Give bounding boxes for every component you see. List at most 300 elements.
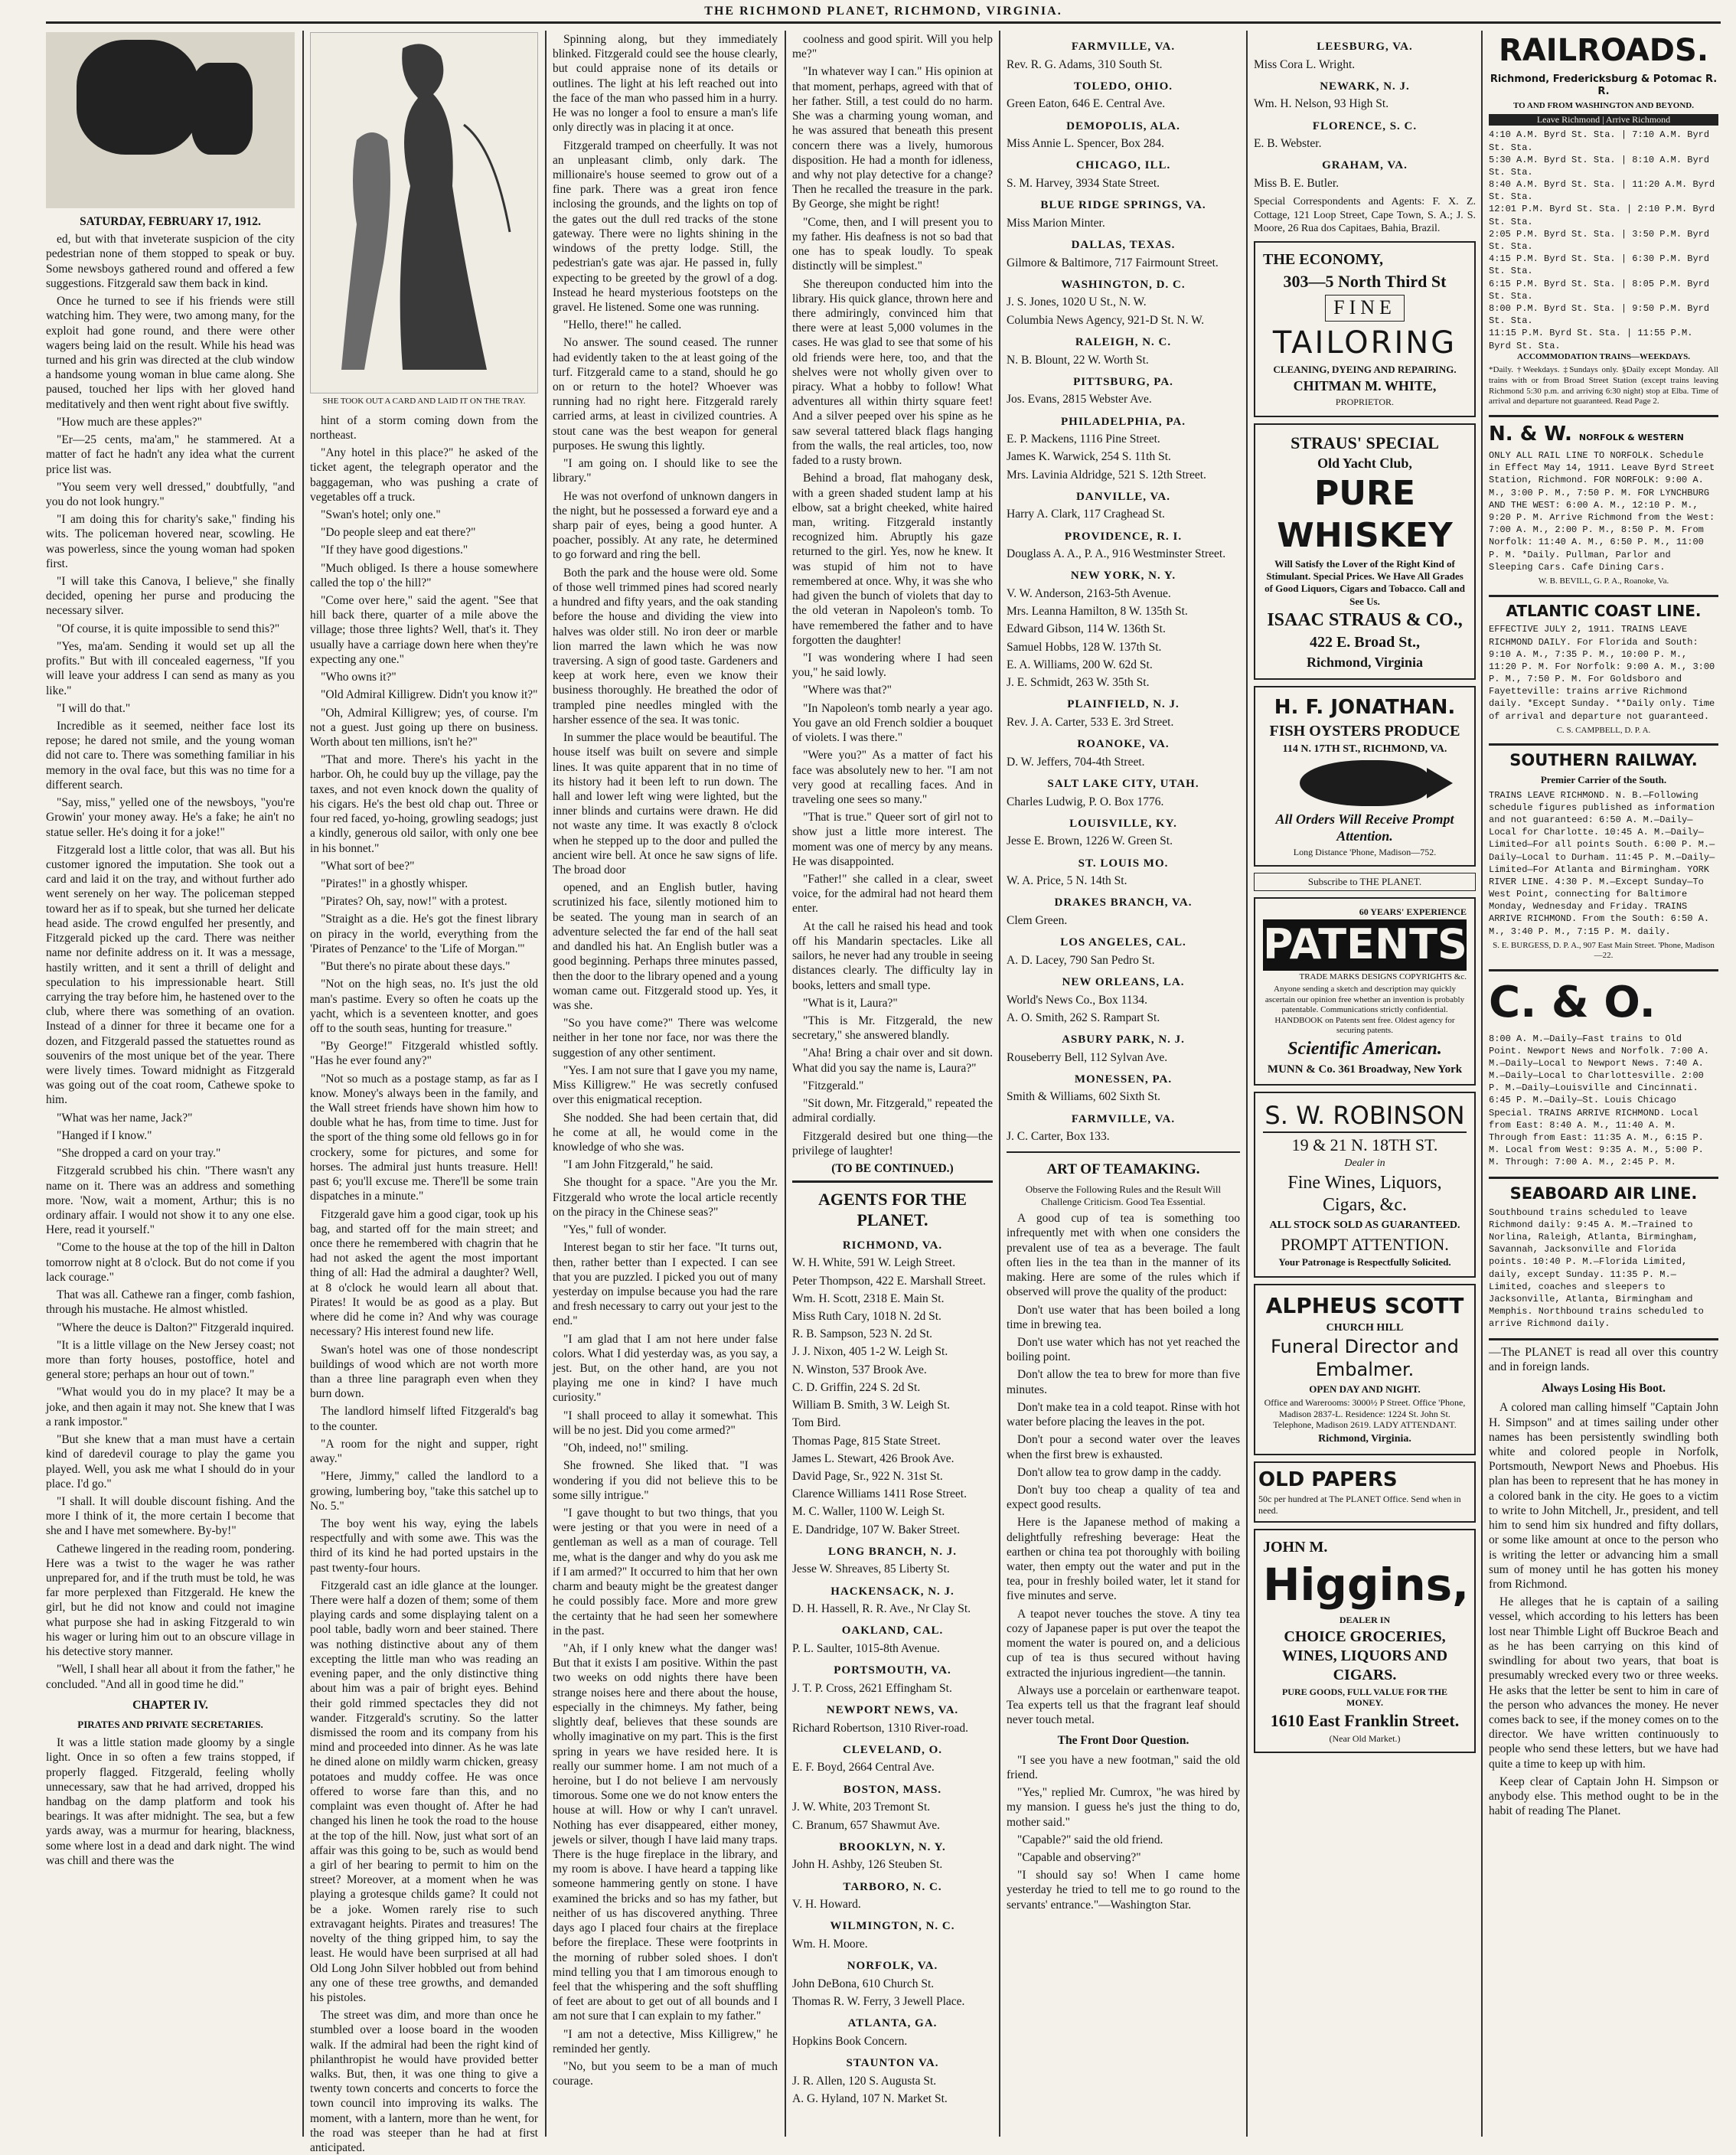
nw-signature: W. B. BEVILL, G. P. A., Roanoke, Va. [1538, 576, 1669, 586]
agent-city: CLEVELAND, O. [842, 1743, 943, 1756]
agent-entry: W. H. White, 591 W. Leigh Street. [792, 1256, 956, 1270]
higgins-first: JOHN M. [1263, 1538, 1328, 1556]
agent-city: DRAKES BRANCH, VA. [1054, 896, 1193, 909]
paragraph: "Not on the high seas, no. It's just the old man's pastime. Every so often he coats up the yacht, which is a seventeen knotter, and goes off to the south seas, hunting for treasure." [310, 978, 538, 1035]
agent-entry: James L. Stewart, 426 Brook Ave. [792, 1451, 954, 1465]
rfp-row: 8:00 P.M. Byrd St. Sta. | 9:50 P.M. Byrd St. Sta. [1489, 302, 1710, 327]
agent-city: NEWPORT NEWS, VA. [826, 1704, 959, 1717]
agent-entry: M. C. Waller, 1100 W. Leigh St. [792, 1505, 945, 1519]
agent-city: LOUISVILLE, KY. [1069, 817, 1177, 830]
paragraph: "Swan's hotel; only one." [321, 508, 441, 521]
agent-entry: J. C. Carter, Box 133. [1007, 1130, 1110, 1144]
agent-entry: R. B. Sampson, 523 N. 2d St. [792, 1327, 933, 1341]
paragraph: Behind a broad, flat mahogany desk, with a green shaded student lamp at his elbow, sat a bright cheeked, white haired man, writing. Fitzgerald instantly recognized him. Abruptly his gaze returned to the girl. Yes, now he knew. It was stupid of him not to have remembered at once. Why, it was she who had given the bunch of violets that day to the old veteran in Napoleon's tomb. To have remembered the father and to have forgotten the daughter! [792, 472, 993, 647]
front-door-text [1007, 1753, 1240, 1912]
higgins-pure: PURE GOODS, FULL VALUE FOR THE MONEY. [1281, 1686, 1448, 1709]
agent-entry: A. D. Lacey, 790 San Pedro St. [1007, 953, 1155, 967]
agent-entry: John DeBona, 610 Church St. [792, 1977, 935, 1990]
agent-city: PORTSMOUTH, VA. [834, 1664, 951, 1677]
paragraph: "This is Mr. Fitzgerald, the new secretary," she answered blandly. [792, 1014, 993, 1043]
rfp-row: 4:15 P.M. Byrd St. Sta. | 6:30 P.M. Byrd St. Sta. [1489, 253, 1710, 277]
paragraph: "That and more. There's his yacht in the harbor. Oh, he could buy up the village, pay the taxes, and not even knock down the quality of his cigars. He's the best old chap out. Three or four red faced, yo-hoing, growling seadogs; just a kindly, generous old sailor, with only one bee in his bonnet." [310, 753, 538, 855]
straus-title: STRAUS' SPECIAL [1291, 433, 1439, 452]
rfp-row: 12:01 P.M. Byrd St. Sta. | 2:10 P.M. Byrd St. Sta. [1489, 204, 1715, 227]
patents-munn: MUNN & Co. 361 Broadway, New York [1267, 1063, 1463, 1076]
paragraph: "I will take this Canova, I believe," she finally decided, opening her purse and producing the necessary silver. [46, 575, 295, 618]
paragraph: "I shall. It will double discount fishing. And the more I think of it, the more certain I become that she and I have met somewhere. By-by!" [46, 1494, 295, 1538]
paragraph: She frowned. She liked that. "I was wondering if you did not believe this to be some silly intrigue." [553, 1459, 778, 1502]
agent-entry: S. M. Harvey, 3934 State Street. [1007, 177, 1160, 191]
chapter-subtitle: PIRATES AND PRIVATE SECRETARIES. [77, 1719, 263, 1730]
paragraph: Both the park and the house were old. Some of those well trimmed pines had scored nearly a hundred and fifty years, and the oak standing before the house and dividing the view into halves was older still. No iron deer or marble lion marred the lawn which he was now traversing. A sign of good taste. Gardeners and keep at work here, even we know their business thoroughly. He breathed the odor of trampled pine needles mingled with the harsher essence of the sea. It was tonic. [553, 566, 778, 726]
teamaking-paragraph: Don't allow tea to grow damp in the caddy. [1017, 1465, 1222, 1479]
agent-city: FARMVILLE, VA. [1071, 1112, 1176, 1125]
teamaking-paragraph: Here is the Japanese method of making a delightfully refreshing beverage: Heat the earthen or china tea pot thoroughly with boiling water, then empty out the water and put in the tea, pour in freshly boiled water, let it stand for five minutes and serve. [1007, 1516, 1240, 1603]
paragraph: Fitzgerald cast an idle glance at the lounger. There were half a dozen of them; some of them playing cards and some displaying talent on a pool table, badly worn and beer stained. There was nothing distinctive about any of them excepting the little man who was reading an evening paper, and the only distinctive thing about him was a pair of bright eyes. Behind their gold rimmed spectacles they did not wander. Fitzgerald's scrutiny. So the latter dismissed the room and its company from his mind and proceeded into dinner. As he was late he dined alone on mildly warm chicken, greasy potatoes and muddy coffee. He was once offered to worse fare than this, and no complaint was even thought of. After he had changed his linen he took the road to the house at the top of the hill. Now, just what sort of an affair was this going to be, such as would bend a girl of her bearing to permit to him on the street? Moreover, at a moment when he was playing a grotesque childs game? It could not be a joke. Women rarely rise to such extravagant heights. Pirates and treasures! The novelty of the thing gripped him, to say the least. He would have been surprised at all had Old Long John Silver hobbled out from behind any one of these tree growths, and demanded his pistoles. [310, 1579, 538, 2004]
agent-city: TARBORO, N. C. [843, 1880, 942, 1893]
economy-ad [1254, 241, 1476, 416]
paragraph: "Where the deuce is Dalton?" Fitzgerald inquired. [57, 1321, 295, 1334]
teamaking-paragraph: A teapot never touches the stove. A tiny tea cozy of Japanese paper is put over the teapot the moment the water is poured on, and a delicious cup of tea is thus secured without having extracted the injurious ingredient—the tannin. [1007, 1607, 1240, 1680]
paragraph: "I am not a detective, Miss Killigrew," he reminded her gently. [553, 2027, 778, 2055]
agent-entry: Miss Marion Minter. [1007, 216, 1105, 230]
agent-entry: Jesse E. Brown, 1226 W. Green St. [1007, 834, 1173, 848]
paragraph: "Say, miss," yelled one of the newsboys, "you're Growin' your money away. He's a fake; he ain't no statue seller. He's doing it for a joke!" [46, 796, 295, 839]
acl-signature: C. S. CAMPBELL, D. P. A. [1556, 725, 1651, 735]
agent-entry: Jos. Evans, 2815 Webster Ave. [1007, 393, 1152, 407]
robinson-patron: Your Patronage is Respectfully Solicited. [1278, 1255, 1451, 1268]
paragraph: "Yes, ma'am. Sending it would set up all the profits." But with ill concealed eagerness, "If you will leave your address I can send as many as you like." [46, 639, 295, 697]
agent-city: LONG BRANCH, N. J. [827, 1545, 957, 1558]
agent-entry: Douglass A. A., P. A., 916 Westminster Street. [1007, 547, 1226, 561]
jonathan-ad [1254, 686, 1476, 867]
straus-city: Richmond, Virginia [1306, 655, 1424, 671]
agent-city: OAKLAND, CAL. [841, 1624, 944, 1637]
higgins-ad [1254, 1529, 1476, 1754]
agent-entry: D. H. Hassell, R. R. Ave., Nr Clay St. [792, 1602, 971, 1616]
paragraph: "In Napoleon's tomb nearly a year ago. You gave an old French soldier a bouquet of violets. I was there." [792, 701, 993, 745]
railroads-title: RAILROADS. [1498, 33, 1709, 68]
agent-entry: D. W. Jeffers, 704-4th Street. [1007, 755, 1145, 769]
agent-entry: E. P. Mackens, 1116 Pine Street. [1007, 433, 1160, 446]
agent-city: BROOKLYN, N. Y. [839, 1840, 946, 1853]
agent-entry: Hopkins Book Concern. [792, 2034, 908, 2048]
agent-city: CHICAGO, ILL. [1075, 159, 1171, 172]
column-3 [553, 32, 778, 2137]
patents-years: 60 YEARS' EXPERIENCE [1359, 906, 1467, 918]
agent-city: PHILADELPHIA, PA. [1061, 415, 1186, 428]
paragraph: "Sit down, Mr. Fitzgerald," repeated the admiral cordially. [792, 1097, 993, 1125]
column-rule [1246, 31, 1248, 2137]
agent-entry: Columbia News Agency, 921-D St. N. W. [1007, 313, 1205, 327]
paragraph: "She dropped a card on your tray." [57, 1147, 221, 1161]
paragraph: "What was her name, Jack?" [57, 1111, 193, 1125]
paragraph: "Er—25 cents, ma'am," he stammered. At a matter of fact he hadn't any idea what the current price list was. [46, 433, 295, 476]
paragraph: hint of a storm coming down from the northeast. [310, 413, 538, 442]
agent-entry: World's News Co., Box 1134. [1007, 993, 1147, 1007]
agent-entry: Wm. H. Nelson, 93 High St. [1254, 97, 1389, 111]
agent-city: PLAINFIELD, N. J. [1067, 698, 1180, 711]
robinson-goods: Fine Wines, Liquors, Cigars, &c. [1287, 1172, 1442, 1216]
column-rule [302, 31, 304, 2137]
jonathan-address: 114 N. 17TH ST., RICHMOND, VA. [1282, 743, 1447, 755]
teamaking-paragraph: Don't use water which has not yet reached the boiling point. [1007, 1335, 1240, 1364]
paragraph: "That is true." Queer sort of girl not to show just a little more interest. The moment was one of mercy by any means. He was disappointed. [792, 811, 993, 868]
paragraph: "I am John Fitzgerald," he said. [563, 1158, 713, 1172]
agent-entry: Clarence Williams 1411 Rose Street. [792, 1487, 967, 1501]
agent-entry: John H. Ashby, 126 Steuben St. [792, 1858, 943, 1872]
teamaking-paragraph: Don't allow the tea to brew for more than five minutes. [1007, 1368, 1240, 1396]
economy-proprietor: CHITMAN M. WHITE, [1293, 378, 1437, 394]
paragraph: Fitzgerald gave him a good cigar, took up his bag, and started off for the main street; and once there he remembered with chagrin that he had not asked the agent the most important thing of all: Had the admiral a daughter? Well, at 8 o'clock he would learn all about that. Pirates! It would be as good as a play. But where did he come in? And why was courage necessary? His interest found new life. [310, 1207, 538, 1339]
economy-role: PROPRIETOR. [1335, 396, 1395, 407]
teamaking-paragraph: Always use a porcelain or earthenware teapot. Tea experts tell us that the fragrant leaf should never touch metal. [1007, 1683, 1240, 1727]
nw-schedule [1489, 415, 1718, 587]
seaboard-title: SEABOARD AIR LINE. [1509, 1184, 1698, 1203]
southern-schedule [1489, 743, 1718, 962]
paragraph: "Come to the house at the top of the hill in Dalton tomorrow night at 8 o'clock. But do not come if you lack courage." [46, 1241, 295, 1284]
robinson-address: 19 & 21 N. 18TH ST. [1291, 1135, 1438, 1155]
story-text [792, 32, 993, 1158]
agent-city: BLUE RIDGE SPRINGS, VA. [1040, 199, 1206, 212]
robinson-prompt: PROMPT ATTENTION. [1281, 1234, 1449, 1254]
paragraph: At the call he raised his head and took off his Mandarin spectacles. Like all sailors, he never had any trouble in seeing distances clearly. The difficulty lay in books, letters and small type. [792, 919, 993, 992]
column-rule [1481, 31, 1483, 2137]
column-2 [310, 32, 538, 2155]
column-rule [545, 31, 547, 2137]
higgins-address: 1610 East Franklin Street. [1270, 1711, 1460, 1731]
paragraph: "I shall proceed to allay it somewhat. This will be no jest. Did you come armed?" [553, 1409, 778, 1437]
economy-address: 303—5 North Third St [1283, 272, 1447, 292]
rfp-column-headers: Leave Richmond | Arrive Richmond [1489, 114, 1718, 126]
agent-city: ROANOKE, VA. [1077, 738, 1170, 751]
teamaking-subheading: Observe the Following Rules and the Result Will Challenge Criticism. Good Tea Essential. [1025, 1184, 1222, 1208]
scott-city: Richmond, Virginia. [1318, 1433, 1411, 1445]
straus-ad [1254, 423, 1476, 681]
economy-fine: FINE [1325, 295, 1405, 321]
paragraph: "Straight as a die. He's got the finest library on piracy in the world, everything from the 'Pirates of Penzance' to the 'Life of Morgan.'" [310, 913, 538, 955]
old-papers-title: OLD PAPERS [1258, 1468, 1398, 1491]
agent-entry: Rev. J. A. Carter, 533 E. 3rd Street. [1007, 715, 1174, 729]
teamaking-paragraph: Don't use water that has been boiled a long time in brewing tea. [1007, 1303, 1240, 1331]
paragraph: "Come, then, and I will present you to my father. His deafness is not so bad that one has to speak loudly. To speak distinctly will be simplest." [792, 215, 993, 273]
paragraph: No answer. The sound ceased. The runner had evidently taken to the at least going of the turf. Fitzgerald came to a stand, should he go on or return to the hotel? Whoever was running had no right here. Fitzgerald rarely carried arms, at least in civilized countries. A stout cane was the best weapon for general purposes. He swung this lightly. [553, 336, 778, 452]
southern-subtitle: Premier Carrier of the South. [1540, 773, 1667, 785]
agent-entry: Jesse W. Shreaves, 85 Liberty St. [792, 1562, 950, 1576]
straus-whiskey: PURE WHISKEY [1277, 474, 1453, 555]
paragraph: "Pirates? Oh, say, now!" with a protest. [321, 895, 507, 909]
scott-role: Funeral Director and Embalmer. [1271, 1336, 1459, 1380]
straus-sub: Old Yacht Club, [1317, 455, 1412, 471]
agent-entry: Rouseberry Bell, 112 Sylvan Ave. [1007, 1050, 1168, 1064]
agent-entry: Charles Ludwig, P. O. Box 1776. [1007, 795, 1164, 808]
agent-entry: J. E. Schmidt, 263 W. 35th St. [1007, 676, 1150, 690]
agent-entry: Thomas Page, 815 State Street. [792, 1434, 941, 1448]
rfp-row: 5:30 A.M. Byrd St. Sta. | 8:10 A.M. Byrd St. Sta. [1489, 154, 1710, 178]
paragraph: "It is a little village on the New Jersey coast; not more than forty houses, postoffice, hotel and general store; perhaps an hour out of town." [46, 1338, 295, 1382]
losing-paragraph: He alleges that he is captain of a sailing vessel, which according to his letters has been lost near Thimble Light off Buckroe Beach and as he has been carrying on this kind of swindling for about two years, that boat is presumably wrecked every two or three weeks. He asks that the letter be sent to him in care of the person who advances the money. He never comes back to see, if the money comes on to the director. We have written continuously to people who send these letters, but we have had quite a time to keep up with him. [1489, 1595, 1719, 1771]
paragraph: "Of course, it is quite impossible to send this?" [57, 622, 280, 635]
paragraph: He was not overfond of unknown dangers in the night, but he possessed a forward eye and a sharp pair of eyes, being a good hunter. A poacher, possibly. At any rate, he determined to go forward and ring the bell. [553, 489, 778, 562]
agent-city: FARMVILLE, VA. [1071, 41, 1176, 53]
paragraph: The street was dim, and more than once he stumbled over a loose board in the wooden walk. If the admiral had been the right kind of philanthropist he would have provided better walks. But, then, it was one thing to give a twenty town concerts and concerts to force the town council into improving its walks. The moment, with a lantern, more than he went, for the road was steeper than he had at first anticipated. [310, 2009, 538, 2155]
agent-entry: E. B. Webster. [1254, 137, 1322, 151]
old-papers-text: 50c per hundred at The PLANET Office. Send when in need. [1258, 1493, 1461, 1516]
ink-blot [191, 63, 253, 155]
agent-entry: Richard Robertson, 1310 River-road. [792, 1721, 968, 1735]
paragraph: "Here, Jimmy," called the landlord to a growing, lumbering boy, "take this satchel up to No. 5." [310, 1470, 538, 1513]
paragraph: "Ah, if I only knew what the danger was! But that it exists I am positive. Within the past two weeks on odd nights there have been strange noises here and there about the house, especially in the chimneys. My father, being slightly deaf, believes that these sounds are wholly imaginative on my part. This is the first spring in years we have resided here. It is really our summer home. I am not much of a heroine, but I do not believe I am nervously timorous. Some one we do not know enters the house at will. How or why I can't unravel. Nothing has ever disappeared, either money, jewels or silver, though I have laid many traps. There is the huge fireplace in the library, and my room is above. I have heard a tapping like someone hammering gently on stone. I have examined the bricks and so has my father, but neither of us has discovered anything. Three days ago I placed four chairs at the fireplace before the fireplace. These were footprints in the morning of rubber soled shoes. I don't mind telling you that I am timorous enough to feel that the whispering and the soft shuffling of feet are about to get out of all bounds and I am not sure that I can explain to my father." [553, 1641, 778, 2023]
acl-schedule [1489, 595, 1718, 736]
paragraph: "Much obliged. Is there a house somewhere called the top o' the hill?" [310, 561, 538, 589]
paragraph: "Were you?" As a matter of fact his face was absolutely new to her. "I am not very good at recalling faces. And in traveling one sees so many." [792, 749, 993, 806]
column-1 [46, 32, 295, 2137]
paragraph: Interest began to stir her face. "It turns out, then, rather better than I expected. I can see that you are puzzled. I picked you out of many yesterday on impulse because you had the rare and fresh necessary to carry out your jest to the end." [553, 1241, 778, 1328]
agent-entry: Gilmore & Baltimore, 717 Fairmount Street. [1007, 256, 1219, 269]
paragraph: "I am going on. I should like to see the library." [553, 457, 778, 485]
jonathan-title: H. F. JONATHAN. [1274, 696, 1456, 720]
paragraph: "Old Admiral Killigrew. Didn't you know it?" [321, 688, 538, 702]
higgins-dealer: DEALER IN [1339, 1615, 1391, 1626]
couple-drawing [311, 33, 539, 393]
agent-entry: N. B. Blount, 22 W. Worth St. [1007, 353, 1149, 367]
story-text [553, 32, 778, 2089]
agent-entry: James K. Warwick, 254 S. 11th St. [1007, 450, 1171, 464]
paragraph: "Father!" she called in a clear, sweet voice, for the admiral had not heard them enter. [792, 873, 993, 916]
paragraph: "Come over here," said the agent. "See that hill back there, quarter of a mile above the village; those three lights? Well, that's it. They usually have a carriage down here when they're expecting any one." [310, 594, 538, 666]
special-correspondents: Special Correspondents and Agents: F. X. Z. Cottage, 121 Loop Street, Cape Town, S. A.; J. S. Moore, 26 Rua dos Capitaes, Bahia, Brazil. [1254, 196, 1476, 234]
rfp-row: 4:10 A.M. Byrd St. Sta. | 7:10 A.M. Byrd St. Sta. [1489, 129, 1710, 153]
agents-list [792, 1239, 993, 2106]
story-text [46, 232, 295, 1692]
paragraph: Fitzgerald lost a little color, that was all. But his customer ignored the imputation. She took out a card and laid it on the tray, and without further ado went serenely on her way. The policeman stepped toward her as if to speak, but she turned her delicate head aside. The crowd engulfed her presently, and Fitzgerald picked up the card. There was neither name nor definite address on it. It was a message, hastily written, and it sent a thrill of delight and speculation to his impressionable heart. Still carrying the tray before him, he hastened over to the club, where there was something of an ovation. Instead of a dinner for three it became one for a dozen, and Fitzgerald passed the statuettes round as souvenirs of the most unique bet of the year. There were lively times. Toward midnight as Fitzgerald was going out of the coat room, Cathewe spoke to him. [46, 843, 295, 1107]
patents-scientific-american: Scientific American. [1287, 1039, 1442, 1060]
agent-city: NEWARK, N. J. [1320, 80, 1410, 93]
column-4 [792, 32, 993, 2137]
jonathan-phone: Long Distance 'Phone, Madison—752. [1293, 846, 1437, 857]
agent-city: BOSTON, MASS. [843, 1783, 942, 1796]
paragraph: She nodded. She had been certain that, did he come at all, he would come in the knowledge of who she was. [553, 1111, 778, 1154]
teamaking-heading: ART OF TEAMAKING. [1046, 1161, 1200, 1178]
agent-city: GRAHAM, VA. [1322, 159, 1408, 172]
southern-title: SOUTHERN RAILWAY. [1509, 751, 1698, 770]
agent-entry: Mrs. Lavinia Aldridge, 521 S. 12th Street. [1007, 468, 1206, 482]
paragraph: She thereupon conducted him into the library. His quick glance, thrown here and there admiringly, convinced him that there were at least 5,000 volumes in the cases. He was glad to see that some of his old friends were here, too, and that the shelves were not wholly given over to piracy. What a hobby to follow! What adventures all within thirty square feet! And a silver peeped over his spine as he saw several tattered black flags hanging from the walls, the real articles, too, now faded to a rusty brown. [792, 277, 993, 468]
agent-city: DANVILLE, VA. [1076, 490, 1170, 503]
paragraph: She thought for a space. "Are you the Mr. Fitzgerald who wrote the local article recently on the piracy in the Chinese seas?" [553, 1176, 778, 1219]
paragraph: "But she knew that a man must have a certain kind of daredevil courage to play the game you played. Well, you ask me what I should do in your place. I'd go." [46, 1433, 295, 1491]
paragraph: "I will do that." [57, 701, 131, 715]
acl-title: ATLANTIC COAST LINE. [1506, 601, 1702, 620]
agent-entry: Green Eaton, 646 E. Central Ave. [1007, 97, 1166, 111]
agents-heading: AGENTS FOR THE PLANET. [818, 1190, 967, 1230]
nw-text: ONLY ALL RAIL LINE TO NORFOLK. Schedule in Effect May 14, 1911. Leave Byrd Street Station, Richmond. FOR NORFOLK: 9:00 A. M., 3:00 P. M., 7:50 P. M. FOR LYNCHBURG AND THE WEST: 6:00 A. M., 12:10 P. M., 9:20 P. M. Arrive Richmond from the West: 7:00 A. M., 2:00 P. M., 8:50 P. M. From Norfolk: 11:40 A. M., 6:50 P. M., 11:00 P. M. *Daily. Pullman, Parlor and Sleeping Cars. Cafe Dining Cars. [1489, 450, 1715, 573]
robinson-dealer: Dealer in [1344, 1157, 1385, 1170]
straus-text: Will Satisfy the Lover of the Right Kind of Stimulant. Special Prices. We Have All Grades of Good Liquors, Cigars and Tobacco. Call and See Us. [1264, 558, 1465, 607]
paragraph: Fitzgerald scrubbed his chin. "There wasn't any name on it. There was an address and something more. 'Now, wait a moment, Arthur; this is no ordinary affair. I would not show it to any one else. Here, read it yourself." [46, 1164, 295, 1237]
agent-city: LOS ANGELES, CAL. [1060, 936, 1186, 949]
paragraph: "What would you do in my place? It may be a joke, and then again it may not. She knew that I was a rank impostor." [46, 1386, 295, 1429]
economy-services: CLEANING, DYEING AND REPAIRING. [1273, 364, 1457, 376]
higgins-name: Higgins, [1263, 1559, 1470, 1611]
illustration-caption: SHE TOOK OUT A CARD AND LAID IT ON THE TRAY. [322, 397, 526, 406]
agent-city: ASBURY PARK, N. J. [1062, 1033, 1185, 1046]
agent-city: WILMINGTON, N. C. [830, 1920, 955, 1933]
co-schedule [1489, 969, 1718, 1169]
chapter-title: CHAPTER IV. [132, 1698, 208, 1712]
rfp-row: 11:15 P.M. Byrd St. Sta. | 11:55 P.M. Byrd St. Sta. [1489, 328, 1693, 351]
paragraph: The boy went his way, eying the labels respectfully and with some awe. This was the third of its kind he had ported upstairs in the past twenty-four hours. [310, 1517, 538, 1575]
paragraph: "I was wondering where I had seen you," he said lowly. [792, 651, 993, 680]
agent-entry: P. L. Saulter, 1015-8th Avenue. [792, 1642, 940, 1656]
paragraph: "Where was that?" [803, 684, 892, 697]
agent-city: FLORENCE, S. C. [1312, 119, 1418, 132]
rfp-row: 8:40 A.M. Byrd St. Sta. | 11:20 A.M. Byrd St. Sta. [1489, 179, 1715, 203]
agent-city: RICHMOND, VA. [842, 1239, 943, 1252]
paragraph: "Do people sleep and eat there?" [321, 526, 476, 540]
paragraph: "What sort of bee?" [321, 859, 415, 873]
scott-title: ALPHEUS SCOTT [1265, 1292, 1464, 1318]
rfp-schedule [1489, 129, 1718, 351]
subscribe-note: Subscribe to THE PLANET. [1254, 873, 1476, 891]
losing-heading: Always Losing His Boot. [1542, 1382, 1666, 1396]
front-door-heading: The Front Door Question. [1057, 1734, 1189, 1748]
teamaking-paragraph: A good cup of tea is something too infrequently met with when one considers the prevalent use of tea as a beverage. The fault often lies in the tea than in the manner of its making. Here are some of the rules which if observed will prove the quality of the product: [1007, 1212, 1240, 1299]
co-title: C. & O. [1489, 978, 1656, 1028]
agent-city: HACKENSACK, N. J. [830, 1585, 954, 1598]
agent-entry: E. Dandridge, 107 W. Baker Street. [792, 1523, 961, 1536]
paragraph: Fitzgerald desired but one thing—the privilege of laughter! [792, 1129, 993, 1157]
paragraph: "Who owns it?" [321, 671, 396, 684]
straus-address: 422 E. Broad St., [1309, 634, 1421, 651]
agent-city: PITTSBURG, PA. [1073, 375, 1173, 388]
agent-entry: J. W. White, 203 Tremont St. [792, 1801, 931, 1814]
paragraph: "I gave thought to but two things, that you were jesting or that you were in need of a gentleman as well as a man of courage. Tell me, what is the danger and why do you ask me if I am armed?" It occurred to him that her own charm and beauty might be the greatest danger he could possibly face. More and more grew the certainty that he had seen her somewhere in the past. [553, 1507, 778, 1637]
column-6 [1254, 32, 1476, 2137]
agent-city: TOLEDO, OHIO. [1073, 80, 1173, 93]
paragraph: The landlord himself lifted Fitzgerald's bag to the counter. [310, 1405, 538, 1433]
jonathan-tagline: All Orders Will Receive Prompt Attention. [1275, 811, 1454, 844]
scott-office: Office and Warerooms: 3000½ P Street. Office 'Phone, Madison 2837-L. Residence: 1224 St. John St. Telephone, Madison 2619. LADY ATTENDANT. [1264, 1396, 1466, 1431]
agents-list [1254, 40, 1476, 191]
agent-entry: J. T. P. Cross, 2621 Effingham St. [792, 1681, 952, 1695]
column-7 [1489, 32, 1718, 2137]
paragraph: Spinning along, but they immediately blinked. Fitzgerald could see the house clearly, but could appraise none of its details or outlines. The light at his left reached out into the face of the man who passed him in a hurry. He was no longer a fool to ensure a man's life only directly was in placing it at once. [553, 33, 778, 135]
higgins-near: (Near Old Market.) [1329, 1732, 1401, 1744]
agent-entry: A. O. Smith, 262 S. Rampart St. [1007, 1011, 1160, 1024]
paragraph: "Aha! Bring a chair over and sit down. What did you say the name is, Laura?" [792, 1046, 993, 1075]
teamaking-paragraph: Don't pour a second water over the leaves when the first brew is exhausted. [1007, 1433, 1240, 1461]
agent-entry: Samuel Hobbs, 128 W. 137th St. [1007, 640, 1162, 654]
paragraph: "If they have good digestions." [321, 544, 468, 557]
agent-entry: V. H. Howard. [792, 1898, 861, 1912]
agent-city: RALEIGH, N. C. [1075, 335, 1172, 348]
agent-entry: C. Branum, 657 Shawmut Ave. [792, 1818, 941, 1832]
paragraph: "What is it, Laura?" [803, 996, 898, 1010]
agent-entry: Miss Annie L. Spencer, Box 284. [1007, 137, 1165, 151]
losing-paragraph: Keep clear of Captain John H. Simpson or anybody else. This method ought to be in the habit of reading The Planet. [1489, 1775, 1718, 1818]
story-illustration [310, 32, 538, 393]
agent-city: ST. LOUIS MO. [1078, 857, 1169, 870]
agent-entry: N. Winston, 537 Brook Ave. [792, 1363, 927, 1376]
agent-entry: Peter Thompson, 422 E. Marshall Street. [792, 1274, 986, 1288]
paragraph: "Oh, Admiral Killigrew; yes, of course. I'm not a guest. Just going up there on business. Worth about ten millions, isn't he?" [310, 706, 538, 749]
old-papers-ad [1254, 1461, 1476, 1523]
seaboard-schedule [1489, 1177, 1718, 1331]
paragraph: "Well, I shall hear all about it from the father," he concluded. "And all in good time he did." [46, 1663, 295, 1691]
economy-title: THE ECONOMY, [1263, 251, 1384, 269]
patents-text: Anyone sending a sketch and description may quickly ascertain our opinion free whether an invention is probably patentable. Communications strictly confidential. HANDBOOK on Patents sent free. Oldest agency for securing patents. [1264, 984, 1465, 1036]
seaboard-text: Southbound trains scheduled to leave Richmond daily: 9:45 A. M.—Trained to Norlina, Raleigh, Atlanta, Birmingham, Savannah, Jacksonville and Florida points. 10:40 P. M.—Florida Limited, daily, except Sunday. 11:35 P. M.—Limited, coaches and sleepers to Jacksonville, Atlanta, Birmingham and Memphis. Northbound trains scheduled to arrive Richmond daily. [1489, 1206, 1704, 1330]
paragraph: "A room for the night and supper, right away." [310, 1437, 538, 1466]
patents-marks: TRADE MARKS DESIGNS COPYRIGHTS &c. [1299, 972, 1467, 982]
agent-city: SALT LAKE CITY, UTAH. [1047, 777, 1199, 790]
front-door-paragraph: "Yes," replied Mr. Cumrox, "he was hired by my mansion. I guess he's just the thing to do, mother said." [1007, 1786, 1240, 1829]
teamaking-paragraph: Don't buy too cheap a quality of tea and expect good results. [1007, 1483, 1240, 1512]
robinson-stock: ALL STOCK SOLD AS GUARANTEED. [1269, 1220, 1460, 1232]
planet-note: —The PLANET is read all over this country and in foreign lands. [1489, 1345, 1718, 1374]
paragraph: "Not so much as a postage stamp, as far as I know. Money's always been in the family, and the Wall street friends have shown him how to double what he has, from time to time. Just for the sport of the thing some old fellows go in for crockery, some for pictures, and some for horses. The admiral just hunts treasure. Hell! past 6; you'll excuse me. There'll be some train dispatches in a minute." [310, 1072, 538, 1203]
paragraph: "You seem very well dressed," doubtfully, "and you do not look hungry." [46, 480, 295, 508]
agent-entry: Clem Green. [1007, 913, 1068, 927]
paragraph: opened, and an English butler, having scrutinized his face, silently motioned him to be seated. The young man in search of an adventure selected the far end of the hall seat and dandled his hat. An English butler was a good beginning. Perhaps three minutes passed, then the door to the library opened and a young woman came out. Fitzgerald stood up. Yes, it was she. [553, 881, 778, 1012]
patents-ad [1254, 897, 1476, 1086]
paragraph: "No, but you seem to be a man of much courage. [553, 2060, 778, 2088]
robinson-title: S. W. ROBINSON [1263, 1101, 1467, 1133]
agents-list [1007, 40, 1240, 1144]
paragraph: Swan's hotel was one of those nondescript buildings of wood which are not worth more than a three line paragraph even when they burn down. [310, 1343, 538, 1401]
agent-entry: W. A. Price, 5 N. 14th St. [1007, 874, 1127, 888]
teamaking-paragraph: Don't make tea in a cold teapot. Rinse with hot water before placing the leaves in the pot. [1007, 1400, 1240, 1429]
agent-city: DALLAS, TEXAS. [1071, 239, 1176, 252]
paragraph: "Fitzgerald." [803, 1079, 864, 1092]
rfp-subtitle: TO AND FROM WASHINGTON AND BEYOND. [1513, 100, 1694, 110]
paragraph: "I am glad that I am not here under false colors. What I did yesterday was, as you say, a jest. But, on the other hand, are you not playing me one in kind? I have much curiosity." [553, 1332, 778, 1405]
paragraph: In summer the place would be beautiful. The house itself was built on severe and simple lines. It was quite apparent that in no time of its history had it been left to run down. The hall and lower left wing were lighted, but the inner blinds and curtains were drawn. He did not waste any time. It was exactly 8 o'clock when he stepped up to the door and pulled the ancient wire bell. At once he saw signs of life. The broad door [553, 731, 778, 877]
front-door-paragraph: "I see you have a new footman," said the old friend. [1007, 1753, 1240, 1781]
ink-blot [77, 40, 199, 155]
agent-city: WASHINGTON, D. C. [1061, 278, 1186, 291]
agent-city: NEW YORK, N. Y. [1070, 570, 1176, 583]
scott-open: OPEN DAY AND NIGHT. [1309, 1383, 1421, 1395]
agent-entry: Wm. H. Moore. [792, 1937, 868, 1951]
story-text [310, 413, 538, 2155]
agent-entry: Miss B. E. Butler. [1254, 177, 1340, 191]
agent-entry: V. W. Anderson, 2163-5th Avenue. [1007, 587, 1171, 600]
agent-entry: Rev. R. G. Adams, 310 South St. [1007, 57, 1163, 71]
paragraph: "Oh, indeed, no!" smiling. [563, 1442, 689, 1455]
paragraph: "Yes," full of wonder. [563, 1223, 667, 1237]
economy-tailoring: TAILORING [1272, 325, 1457, 361]
nw-subtitle: NORFOLK & WESTERN [1578, 432, 1684, 442]
agent-entry: Harry A. Clark, 117 Craghead St. [1007, 508, 1165, 521]
co-text: 8:00 A. M.—Daily—Fast trains to Old Point. Newport News and Norfolk. 7:00 A. M.—Daily—Local to Newport News. 7:40 A. M.—Daily—Local to Charlottesville. 2:00 P. M.—Daily—Louisville and Cincinnati. 6:45 P. M.—Daily—St. Louis Chicago Special. TRAINS ARRIVE RICHMOND. Local from East: 8:40 A. M., 11:40 A. M. Through from East: 11:35 A. M., 6:15 P. M. Local from West: 9:35 A. M., 5:00 P. M. Through: 7:00 A. M., 2:45 P. M. [1489, 1033, 1710, 1168]
rfp-notes: *Daily. †Weekdays. ‡Sundays only. §Daily except Monday. All trains with or from Broad Street Station (except trains leaving Richmond 5:30 p.m. and arriving 6:30 night) stop at Elba. Time of arrival and departure not guaranteed. Read Page 2. [1489, 365, 1718, 407]
paragraph: "How much are these apples?" [57, 415, 202, 429]
column-rule [785, 31, 786, 2137]
paragraph: Cathewe lingered in the reading room, pondering. Here was a twist to the wager he was rather unprepared for, and if the truth must be told, he was far more perplexed than Fitzgerald. He knew the girl, but he did not know and could not imagine what purpose she had in asking Fitzgerald to win his wager or luring him out to an obscure village in his detective story manner. [46, 1542, 295, 1659]
rfp-row: 2:05 P.M. Byrd St. Sta. | 3:50 P.M. Byrd St. Sta. [1489, 228, 1710, 252]
agent-entry: Tom Bird. [792, 1416, 841, 1430]
agent-entry: David Page, Sr., 922 N. 31st St. [792, 1469, 943, 1483]
dateline: SATURDAY, FEBRUARY 17, 1912. [80, 215, 261, 228]
paragraph: "Hello, there!" he called. [563, 318, 682, 332]
paragraph: That was all. Cathewe ran a finger, comb fashion, through his mustache. He almost whistled. [46, 1288, 295, 1317]
scott-ad [1254, 1284, 1476, 1455]
agent-entry: E. F. Boyd, 2664 Central Ave. [792, 1761, 935, 1775]
front-door-paragraph: "Capable?" said the old friend. [1017, 1833, 1163, 1846]
agent-city: PROVIDENCE, R. I. [1064, 530, 1183, 543]
